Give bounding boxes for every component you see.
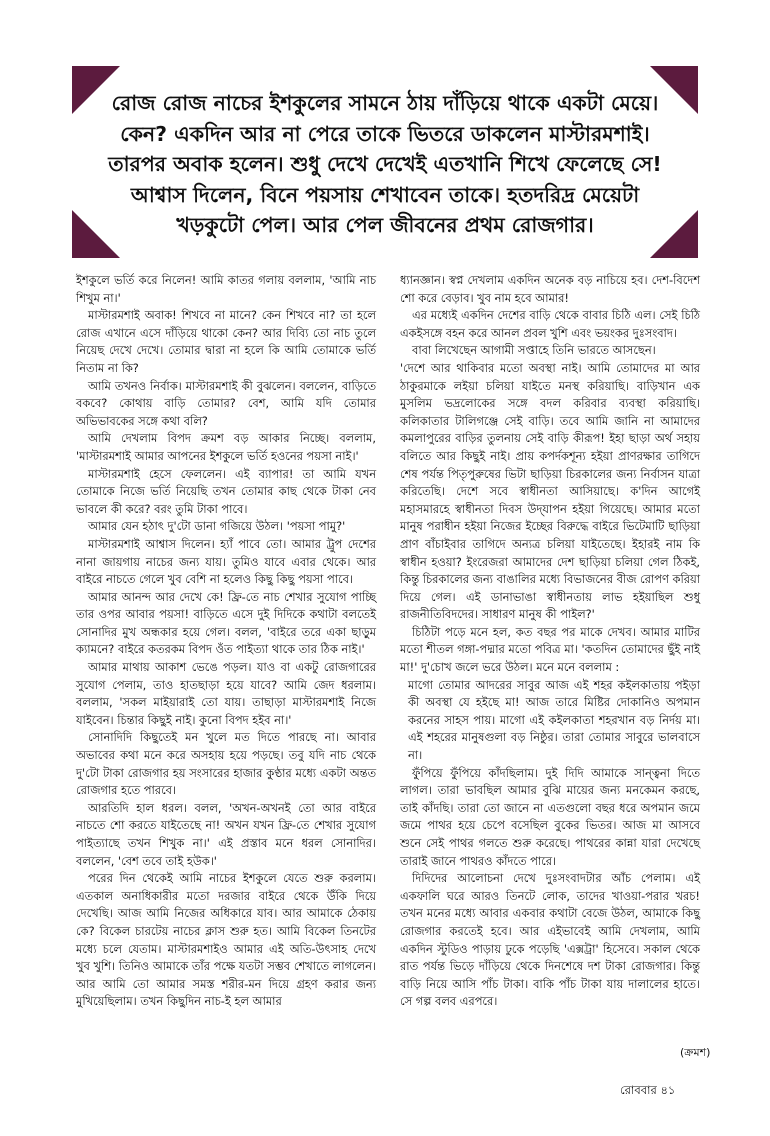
paragraph: সোনাদিদি কিছুতেই মন খুলে মত দিতে পারছে না। আবার অভাবের কথা মনে করে অসহায় হয়ে পড়ছে। তবু যদি নাচ থেকে দু'টো টাকা রোজগার হয় সংসারের হাজার কুণ্ঠার মধ্যে একটা অন্তত রোজগার হতে পারবে। xyxy=(76,730,376,798)
paragraph: মাস্টারমশাই আশ্বাস দিলেন। হ্যাঁ পাবে তো। আমার ট্রুপ দেশের নানা জায়গায় নাচের জন্য যায়। তুমিও যাবে এবার থেকে। আর বাইরে নাচতে গেলে খুব বেশি না হলেও কিছু কিছু পয়সা পাবে। xyxy=(76,536,376,587)
paragraph: ধ্যানজ্ঞান। স্বপ্ন দেখলাম একদিন অনেক বড় নাচিয়ে হব। দেশ-বিদেশ শো করে বেড়াব। খুব নাম হবে আমার! xyxy=(400,273,700,305)
paragraph: পরের দিন থেকেই আমি নাচের ইশকুলে যেতে শুরু করলাম। এতকাল অনাধিকারীর মতো দরজার বাইরে থেকে উঁকি দিয়ে দেখেছি। আজ আমি নিজের অধিকারে যাব। আর আমাকে ঠেকায় কে? বিকেল চারটেয় নাচের ক্লাস শুরু হত। আমি বিকেল তিনটের মধ্যে চলে যেতাম। মাস্টারমশাইও আমার এই অতি-উৎসাহ দেখে খুব খুশি। তিনিও আমাকে তাঁর পক্ষে যতটা সম্ভব শেখাতে লাগলেন। আর আমি তো আমার সমস্ত শরীর-মন দিয়ে গ্রহণ করার জন্য মুখিয়েছিলাম। তখন কিছুদিন নাচ-ই হল আমার xyxy=(76,871,376,1009)
paragraph: আমি দেখলাম বিপদ ক্রমশ বড় আকার নিচ্ছে। বললাম, 'মাস্টারমশাই আমার আপনের ইশকুলে ভর্তি হওনের পয়সা নাই।' xyxy=(76,431,376,463)
article-column-left xyxy=(76,272,376,1011)
paragraph: আমি তখনও নির্বাক। মাস্টারমশাই কী বুঝলেন। বললেন, বাড়িতে বকবে? কোথায় বাড়ি তোমার? বেশ, আমি যদি তোমার অভিভাবকের সঙ্গে কথা বলি? xyxy=(76,378,376,428)
pull-quote-text: রোজ রোজ নাচের ইশকুলের সামনে ঠায় দাঁড়িয়ে থাকে একটা মেয়ে। কেন? একদিন আর না পেরে তাকে ভিতরে ডাকলেন মাস্টারমশাই। তারপর অবাক হলেন। শুধু দেখে দেখেই এতখানি শিখে ফেলেছে সে! আশ্বাস দিলেন, বিনে পয়সায় শেখাবেন তাকে। হতদরিদ্র মেয়েটা খড়কুটো পেল। আর পেল জীবনের প্রথম রোজগার। xyxy=(108,91,662,237)
pull-quote-box xyxy=(72,66,698,258)
continued-note: (ক্রমশ) xyxy=(680,1046,711,1059)
paragraph: আমার যেন হঠাৎ দু'টো ডানা গজিয়ে উঠল। 'পয়সা পামু?' xyxy=(88,519,346,534)
paragraph: দিদিদের আলোচনা দেখে দুঃসংবাদটার আঁচ পেলাম। এই একফালি ঘরে আরও তিনটে লোক, তাদের খাওয়া-পরার খরচ! তখন মনের মধ্যে আবার একবার কথাটা বেজে উঠল, আমাকে কিছু রোজগার করতেই হবে। আর এইভাবেই আমি দেখলাম, আমি একদিন স্টুডিও পাড়ায় ঢুকে পড়েছি 'এক্সট্রা' হিসেবে। সকাল থেকে রাত পর্যন্ত ভিড়ে দাঁড়িয়ে থেকে দিনশেষে দশ টাকা রোজগার। কিন্তু বাড়ি নিয়ে আসি পাঁচ টাকা। বাকি পাঁচ টাকা যায় দালালের হাতে। সে গল্প বলব এরপরে। xyxy=(400,871,700,1009)
letter-quote: 'দেশে আর থাকিবার মতো অবস্থা নাই। আমি তোমাদের মা আর ঠাকুরমাকে লইয়া চলিয়া যাইতে মনস্থ করিয়াছি। বাড়িখান এক মুসলিম ভদ্রলোকের সঙ্গে বদল করিবার ব্যবস্থা করিয়াছি। কলিকাতার টালিগঞ্জে সেই বাড়ি। তবে আমি জানি না আমাদের কমলাপুরের বাড়ির তুলনায় সেই বাড়ি কীরূপ! ইহা ছাড়া অর্থ সহায় বলিতে আর কিছুই নাই। প্রায় কপর্দকশূন্য হইয়া প্রাণরক্ষার তাগিদে শেষ পর্যন্ত পিতৃপুরুষের ভিটা ছাড়িয়া চিরকালের জন্য নির্বাসন যাত্রা করিতেছি। দেশে সবে স্বাধীনতা আসিয়াছে। ক'দিন আগেই মহাসমারহে স্বাধীনতা দিবস উদ্‌যাপন হইয়া গিয়েছে। আমার মতো মানুষ পরাধীন হইয়া নিজের ইচ্ছের বিরুদ্ধে বাইরে ভিটেমাটি ছাড়িয়া প্রাণ বাঁচাইবার তাগিদে অন্যত্র চলিয়া যাইতেছে। ইহারই নাম কি স্বাধীন হওয়া? ইংরেজরা আমাদের দেশ ছাড়িয়া চলিয়া গেল ঠিকই, কিন্তু চিরকালের জন্য বাঙালির মধ্যে বিভাজনের বীজ রোপণ করিয়া দিয়ে গেল। এই ডানাভাঙা স্বাধীনতায় লাভ হইয়াছিল শুধু রাজনীতিবিদদের। সাধারণ মানুষ কী পাইল?' xyxy=(400,360,700,622)
paragraph: ফুঁপিয়ে ফুঁপিয়ে কাঁদছিলাম। দুই দিদি আমাকে সান্ত্বনা দিতে লাগল। তারা ভাবছিল আমার বুঝি মায়ের জন্য মনকেমন করছে, তাই কাঁদছি। তারা তো জানে না এতগুলো বছর ধরে অপমান জমে জমে পাথর হয়ে চেপে বসেছিল বুকের ভিতর। আজ মা আসবে শুনে সেই পাথর গলতে শুরু করেছে। পাথরের কান্না যারা দেখেছে তারাই জানে পাথরও কাঁদতে পারে। xyxy=(400,765,700,868)
page-folio: রোববার ৪১ xyxy=(620,1083,676,1097)
paragraph: আমার মাথায় আকাশ ভেঙে পড়ল। যাও বা একটু রোজগারের সুযোগ পেলাম, তাও হাতছাড়া হয়ে যাবে? আমি জেদ ধরলাম। বললাম, 'সকল মাইয়ারাই তো যায়। তাছাড়া মাস্টারমশাই নিজে যাইবেন। চিন্তার কিছুই নাই। কুনো বিপদ হইব না।' xyxy=(76,660,376,727)
inner-monologue: মাগো তোমার আদরের সাবুর আজ এই শহর কইলকাতায় পইড়া কী অবস্থা যে হইছে মা! আজ তারে মিষ্টির দোকানিও অপমান করনের সাহস পায়। মাগো এই কইলকাতা শহরখান বড় নির্দয় মা। এই শহরের মানুষগুলা বড় নিষ্ঠুর। তারা তোমার সাবুরে ভালবাসে না। xyxy=(408,677,700,763)
paragraph: আরতিদি হাল ধরল। বলল, 'অখন-অখনই তো আর বাইরে নাচতে শো করতে যাইতেছে না! অখন যখন ফ্রি-তে শেখার সুযোগ পাইত্যাছে তখন শিখুক না।' এই প্রস্তাব মনে ধরল সোনাদির। বললেন, 'বেশ তবে তাই হউক।' xyxy=(76,800,376,868)
paragraph: আমার আনন্দ আর দেখে কে! ফ্রি-তে নাচ শেখার সুযোগ পাচ্ছি তার ওপর আবার পয়সা! বাড়িতে এসে দুই দিদিকে কথাটা বলতেই সোনাদির মুখ অন্ধকার হয়ে গেল। বলল, 'বাইরে তরে একা ছাড়ুম ক্যামনে? বাইরে কতরকম বিপদ ওঁত পাইত্যা থাকে তার ঠিক নাই।' xyxy=(76,589,376,657)
paragraph: বাবা লিখেছেন আগামী সপ্তাহে তিনি ভারতে আসছেন। xyxy=(412,343,656,358)
paragraph: মাস্টারমশাই হেসে ফেললেন। এই ব্যাপার! তা আমি যখন তোমাকে নিজে ভর্তি নিয়েছি তখন তোমার কাছ থেকে টাকা নেব ভাবলে কী করে? বরং তুমি টাকা পাবে। xyxy=(76,466,376,516)
paragraph: চিঠিটা পড়ে মনে হল, কত বছর পর মাকে দেখব। আমার মাটির মতো শীতল গঙ্গা-পদ্মার মতো পবিত্র মা। 'কতদিন তোমাদের ছুঁই নাই মা!' দু'চোখ জলে ভরে উঠল। মনে মনে বললাম : xyxy=(400,624,700,675)
paragraph: এর মধ্যেই একদিন দেশের বাড়ি থেকে বাবার চিঠি এল। সেই চিঠি একইসঙ্গে বহন করে আনল প্রবল খুশি এবং ভয়ংকর দুঃসংবাদ। xyxy=(400,308,700,340)
paragraph: মাস্টারমশাই অবাক! শিখবে না মানে? কেন শিখবে না? তা হলে রোজ এখানে এসে দাঁড়িয়ে থাকো কেন? আর দিব্যি তো নাচ তুলে নিয়েছ দেখে দেখে। তোমার দ্বারা না হলে কি আমি তোমাকে ভর্তি নিতাম না কি? xyxy=(76,308,376,375)
article-column-right xyxy=(400,272,700,1011)
paragraph: ইশকুলে ভর্তি করে নিলেন! আমি কাতর গলায় বললাম, 'আমি নাচ শিখুম না।' xyxy=(76,273,376,305)
